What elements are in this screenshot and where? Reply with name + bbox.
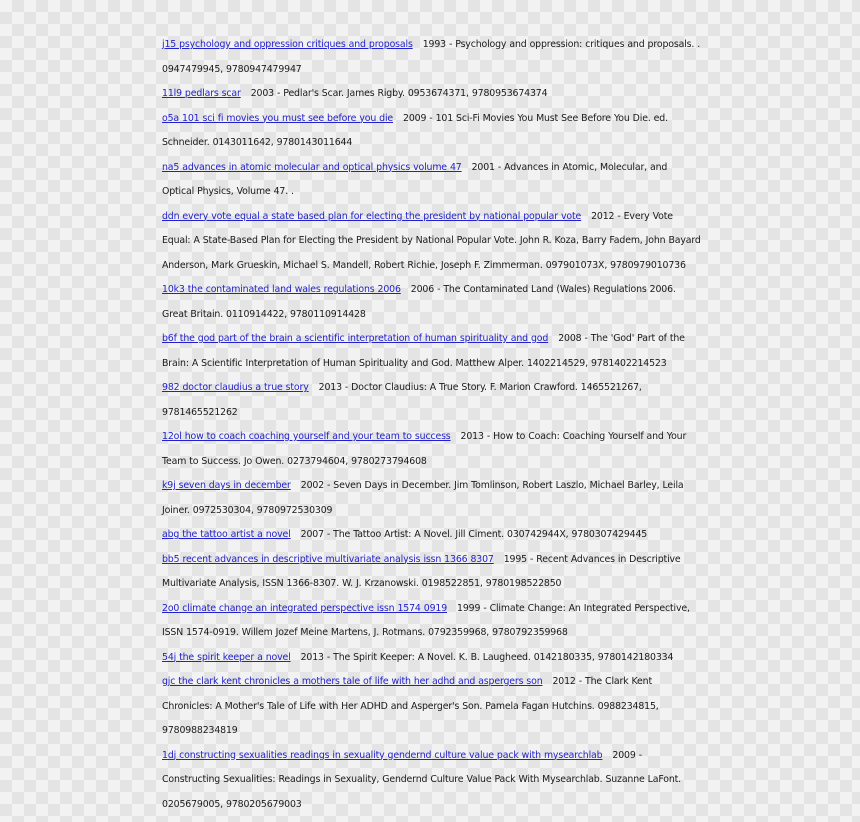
list-item (162, 278, 702, 327)
list-item (162, 425, 702, 474)
book-list (162, 33, 702, 817)
entry-description: 2002 - Seven Days in December. Jim Tomlinson, Robert Laszlo, Michael Barley, Leila Joiner. 0972530304, 9780972530309 (162, 480, 684, 516)
entry-description: 1999 - Climate Change: An Integrated Perspective, ISSN 1574-0919. Willem Jozef Meine Martens, J. Rotmans. 0792359968, 9780792359968 (162, 602, 690, 638)
entry-link[interactable]: 54j the spirit keeper a novel (162, 651, 291, 663)
entry-link[interactable]: abg the tattoo artist a novel (162, 529, 291, 540)
list-item (162, 597, 702, 646)
entry-description: 2007 - The Tattoo Artist: A Novel. Jill Ciment. 030742944X, 9780307429445 (300, 529, 648, 540)
entry-description: 2003 - Pedlar's Scar. James Rigby. 0953674371, 9780953674374 (250, 88, 548, 99)
entry-link[interactable]: gjc the clark kent chronicles a mothers tale of life with her adhd and aspergers son (162, 676, 543, 687)
list-item (162, 646, 702, 671)
entry-link[interactable]: 10k3 the contaminated land wales regulations 2006 (162, 284, 401, 295)
entry-description: 1995 - Recent Advances in Descriptive Multivariate Analysis, ISSN 1366-8307. W. J. Krzanowski. 0198522851, 9780198522850 (162, 553, 681, 589)
list-item (162, 548, 702, 597)
entry-link[interactable]: bb5 recent advances in descriptive multivariate analysis issn 1366 8307 (162, 553, 494, 565)
entry-description: 2008 - The 'God' Part of the Brain: A Scientific Interpretation of Human Spirituality and God. Matthew Alper. 1402214529, 9781402214523 (162, 333, 685, 369)
entry-description: 2013 - Doctor Claudius: A True Story. F. Marion Crawford. 1465521267, 9781465521262 (162, 382, 642, 418)
entry-description: 2001 - Advances in Atomic, Molecular, and Optical Physics, Volume 47. . (162, 161, 668, 197)
list-item (162, 33, 702, 82)
entry-description: 1993 - Psychology and oppression: critiques and proposals. . 0947479945, 9780947479947 (162, 39, 701, 75)
list-item (162, 327, 702, 376)
list-item (162, 670, 702, 744)
entry-link[interactable]: o5a 101 sci fi movies you must see before you die (162, 112, 394, 124)
list-item (162, 82, 702, 107)
list-item (162, 156, 702, 205)
entry-link[interactable]: k9j seven days in december (162, 480, 291, 491)
entry-link[interactable]: 982 doctor claudius a true story (162, 382, 309, 393)
entry-description: 2012 - The Clark Kent Chronicles: A Mother's Tale of Life with Her ADHD and Asperger's Son. Pamela Fagan Hutchins. 0988234815, 9780988234819 (162, 676, 659, 736)
list-item (162, 523, 702, 548)
list-item (162, 205, 702, 279)
entry-description: 2013 - How to Coach: Coaching Yourself and Your Team to Success. Jo Owen. 0273794604, 9780273794608 (162, 431, 687, 467)
entry-description: 2009 - 101 Sci-Fi Movies You Must See Before You Die. ed. Schneider. 0143011642, 9780143011644 (162, 112, 668, 148)
entry-description: 2013 - The Spirit Keeper: A Novel. K. B. Laugheed. 0142180335, 9780142180334 (300, 651, 674, 663)
entry-link[interactable]: 12ol how to coach coaching yourself and your team to success (162, 431, 451, 442)
entry-description: 2012 - Every Vote Equal: A State-Based Plan for Electing the President by National Popular Vote. John R. Koza, Barry Fadem, John Bayard Anderson, Mark Grueskin, Michael S. Mandell, Robert Richie, Joseph F. Zimmerman. 097901073X, 9780979010736 (162, 210, 701, 271)
entry-link[interactable]: 1dj constructing sexualities readings in sexuality gendernd culture value pack with mysearchlab (162, 749, 603, 761)
list-item (162, 376, 702, 425)
entry-description: 2006 - The Contaminated Land (Wales) Regulations 2006. Great Britain. 0110914422, 9780110914428 (162, 284, 676, 320)
entry-link[interactable]: j15 psychology and oppression critiques and proposals (162, 39, 413, 50)
entry-link[interactable]: 2o0 climate change an integrated perspective issn 1574 0919 (162, 602, 448, 614)
entry-link[interactable]: na5 advances in atomic molecular and optical physics volume 47 (162, 161, 462, 173)
entry-link[interactable]: b6f the god part of the brain a scientific interpretation of human spirituality and god (162, 333, 549, 344)
list-item (162, 107, 702, 156)
entry-link[interactable]: ddn every vote equal a state based plan for electing the president by national popular vote (162, 210, 582, 222)
entry-description: 2009 - Constructing Sexualities: Readings in Sexuality, Gendernd Culture Value Pack With Mysearchlab. Suzanne LaFont. 0205679005, 9780205679003 (162, 749, 681, 810)
list-item (162, 474, 702, 523)
list-item (162, 744, 702, 818)
entry-link[interactable]: 11l9 pedlars scar (162, 88, 241, 99)
